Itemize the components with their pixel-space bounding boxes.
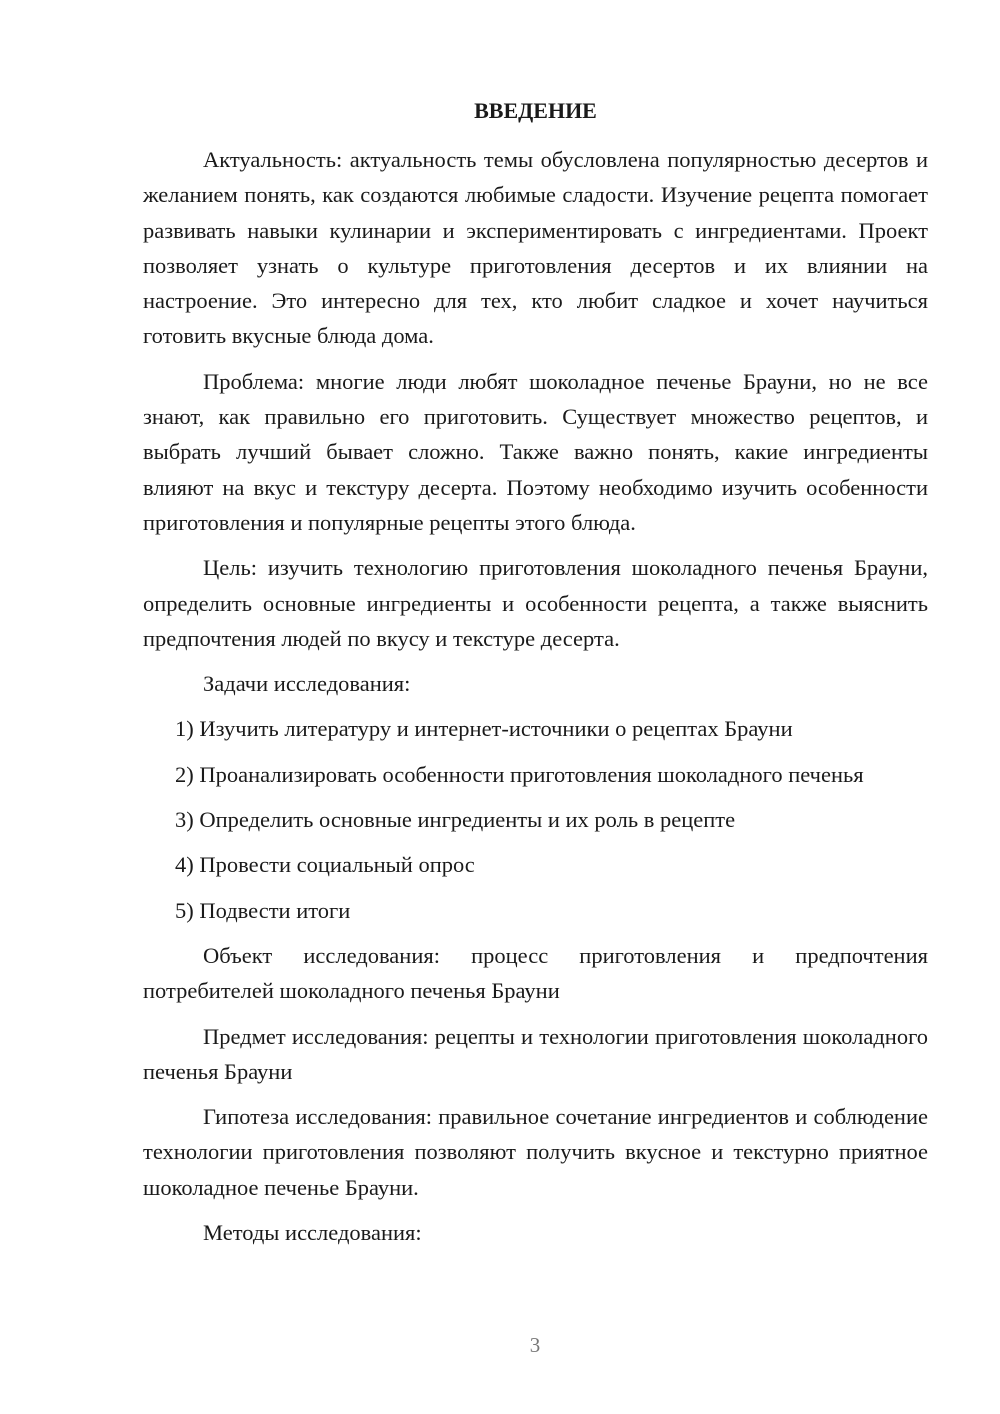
subject-paragraph: Предмет исследования: рецепты и технологии приготовления шоколадного печенья Брауни <box>143 1023 928 1084</box>
task-item-1: 1) Изучить литературу и интернет-источники о рецептах Брауни <box>175 716 793 742</box>
object-paragraph: Объект исследования: процесс приготовления и предпочтения потребителей шоколадного печенья Брауни <box>143 942 928 1004</box>
page-title: ВВЕДЕНИЕ <box>474 98 597 123</box>
page-number: 3 <box>529 1333 541 1357</box>
goal-paragraph: Цель: изучить технологию приготовления шоколадного печенья Брауни, определить основные ингредиенты и особенности рецепта, а также выяснить предпочтения людей по вкусу и текстуре десерта. <box>143 555 928 651</box>
hypothesis-paragraph: Гипотеза исследования: правильное сочетание ингредиентов и соблюдение технологии приготовления позволяют получить вкусное и текстурно приятное шоколадное печенье Брауни. <box>143 1104 928 1200</box>
task-item-5: 5) Подвести итоги <box>175 897 351 923</box>
document-page <box>143 96 928 1260</box>
task-item-4: 4) Провести социальный опрос <box>175 852 475 878</box>
relevance-paragraph: Актуальность: актуальность темы обусловлена популярностью десертов и желанием понять, как создаются любимые сладости. Изучение рецепта помогает развивать навыки кулинарии и экспериментировать с ингредиентами. Проект позволяет узнать о культуре приготовления десертов и их влиянии на настроение. Это интересно для тех, кто любит сладкое и хочет научиться готовить вкусные блюда дома. <box>143 147 928 349</box>
task-item-2: 2) Проанализировать особенности приготовления шоколадного печенья <box>175 761 864 787</box>
methods-heading: Методы исследования: <box>203 1220 422 1246</box>
tasks-heading: Задачи исследования: <box>203 671 411 697</box>
problem-paragraph: Проблема: многие люди любят шоколадное печенье Брауни, но не все знают, как правильно его приготовить. Существует множество рецептов, и выбрать лучший бывает сложно. Также важно понять, какие ингредиенты влияют на вкус и текстуру десерта. Поэтому необходимо изучить особенности приготовления и популярные рецепты этого блюда. <box>143 368 928 535</box>
task-item-3: 3) Определить основные ингредиенты и их роль в рецепте <box>175 807 736 833</box>
